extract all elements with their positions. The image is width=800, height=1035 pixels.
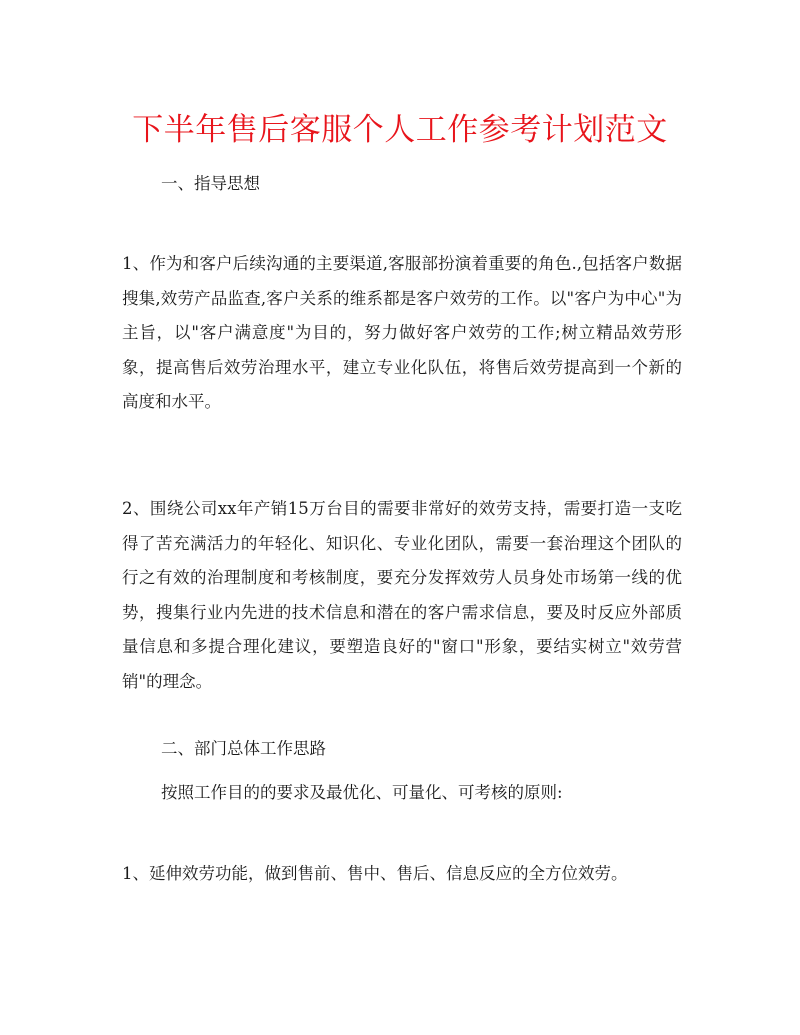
section-heading-overall-approach: 二、部门总体工作思路 bbox=[161, 739, 326, 758]
section-heading-guiding-ideology: 一、指导思想 bbox=[161, 174, 260, 193]
paragraph-2: 2、围绕公司xx年产销15万台目的需要非常好的效劳支持，需要打造一支吃得了苦充满活力的年轻化、知识化、专业化团队，需要一套治理这个团队的行之有效的治理制度和考核制度，要充分发挥效劳人员身处市场第一线的优势，搜集行业内先进的技术信息和潜在的客户需求信息，要及时反应外部质量信息和多提合理化建议，要塑造良好的"窗口"形象，要结实树立"效劳营销"的理念。 bbox=[122, 499, 682, 691]
paragraph-1: 1、作为和客户后续沟通的主要渠道,客服部扮演着重要的角色.,包括客户数据搜集,效劳产品监查,客户关系的维系都是客户效劳的工作。以"客户为中心"为主旨，以"客户满意度"为目的，努力做好客户效劳的工作;树立精品效劳形象，提高售后效劳治理水平，建立专业化队伍，将售后效劳提高到一个新的高度和水平。 bbox=[122, 254, 682, 411]
principle-line: 按照工作目的的要求及最优化、可量化、可考核的原则: bbox=[161, 783, 563, 802]
document-title: 下半年售后客服个人工作参考计划范文 bbox=[132, 112, 668, 148]
paragraph-3: 1、延伸效劳功能，做到售前、售中、售后、信息反应的全方位效劳。 bbox=[122, 864, 628, 883]
